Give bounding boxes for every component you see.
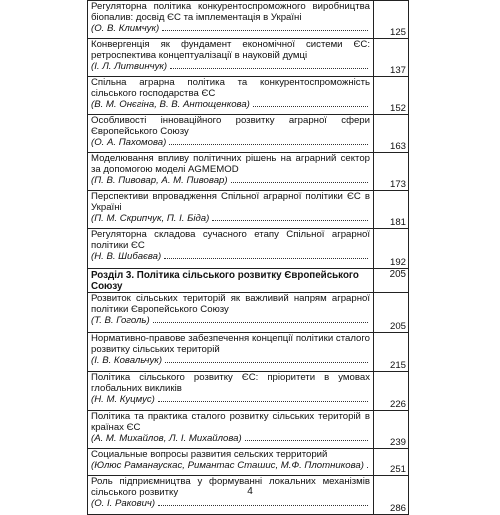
entry-authors-line [91, 315, 370, 326]
toc-entry [88, 39, 409, 77]
toc-entry [88, 411, 409, 449]
toc-entry [88, 449, 409, 476]
dot-leader [153, 322, 368, 323]
entry-authors-line [91, 394, 370, 405]
entry-authors: (О. В. Климчук) [91, 23, 160, 34]
entry-authors: (П. В. Пивовар, А. М. Пивовар) [91, 175, 228, 186]
entry-page: 181 [374, 191, 409, 229]
entry-authors: (Т. В. Гоголь) [91, 315, 150, 326]
dot-leader [164, 258, 368, 259]
entry-authors: (В. М. Онєгіна, В. В. Антощенкова) [91, 99, 250, 110]
entry-title: Социальные вопросы развития сельских территорий [91, 449, 328, 460]
toc-entry-text [88, 411, 374, 449]
entry-page: 286 [374, 476, 409, 515]
toc-entry [88, 229, 409, 269]
entry-authors: (І. Л. Литвинчук) [91, 61, 168, 72]
section-heading-row [88, 269, 409, 293]
dot-leader [165, 362, 368, 363]
entry-page: 163 [374, 115, 409, 153]
section-title: Розділ 3. Політика сільського розвитку Європейського Союзу [88, 269, 374, 293]
entry-authors-line [91, 175, 370, 186]
entry-authors-line [91, 61, 370, 72]
entry-authors-line [91, 99, 370, 110]
toc-entry-text [88, 191, 374, 229]
entry-title: Політика сільського розвитку ЄС: пріоритети в умовах глобальних викликів [91, 372, 370, 394]
entry-authors-line [91, 23, 370, 34]
entry-page: 192 [374, 229, 409, 269]
toc-entry [88, 77, 409, 115]
toc-entry [88, 191, 409, 229]
dot-leader [231, 182, 368, 183]
entry-authors: (О. І. Ракович) [91, 498, 156, 509]
entry-authors-line [91, 213, 370, 224]
entry-title: Регуляторна складова сучасного етапу Спільної аграрної політики ЄС [91, 229, 370, 251]
entry-title: Політика та практика сталого розвитку сільських територій в країнах ЄС [91, 411, 370, 433]
entry-title: Моделювання впливу політичних рішень на аграрний сектор за допомогою моделі AGMEMOD [91, 153, 370, 175]
dot-leader [169, 144, 368, 145]
entry-title: Розвиток сільських територій як важливий напрям аграрної політики Європейського Союзу [91, 293, 370, 315]
toc-entry-text [88, 333, 374, 372]
dot-leader [367, 467, 368, 468]
toc-entry [88, 293, 409, 333]
entry-title: Спільна аграрна політика та конкурентоспроможність сільського господарства ЄС [91, 77, 370, 99]
entry-page: 173 [374, 153, 409, 191]
dot-leader [253, 106, 368, 107]
toc-entry-text [88, 229, 374, 269]
toc-entry-text [88, 153, 374, 191]
entry-page: 226 [374, 372, 409, 411]
page-number: 4 [247, 486, 253, 497]
toc-entry-text [88, 293, 374, 333]
entry-authors: (Юлюс Раманаускас, Римантас Сташис, М.Ф. Плотникова) [91, 460, 364, 471]
entry-authors: (А. М. Михайлов, Л. І. Михайлова) [91, 433, 242, 444]
entry-authors: (Н. М. Куцмус) [91, 394, 155, 405]
dot-leader [170, 68, 368, 69]
entry-authors: (О. А. Пахомова) [91, 137, 167, 148]
table-of-contents [87, 0, 409, 515]
dot-leader [158, 505, 368, 506]
dot-leader [158, 401, 368, 402]
toc-entry-text [88, 115, 374, 153]
entry-authors-line [91, 355, 370, 366]
entry-page: 251 [374, 449, 409, 476]
toc-entry-text [88, 77, 374, 115]
toc-entry [88, 115, 409, 153]
entry-authors: (І. В. Ковальчук) [91, 355, 163, 366]
toc-entry-text [88, 372, 374, 411]
entry-page: 239 [374, 411, 409, 449]
toc-entry [88, 153, 409, 191]
entry-title: Регуляторна політика конкурентоспроможного виробництва біопалив: досвід ЄС та імплементація в Україні [91, 1, 370, 23]
toc-entry-text [88, 39, 374, 77]
entry-title: Роль підприємництва у формуванні локальних механізмів сільського розвитку [91, 476, 370, 498]
dot-leader [162, 30, 368, 31]
entry-authors: (П. М. Скрипчук, П. І. Біда) [91, 213, 210, 224]
toc-entry [88, 372, 409, 411]
toc-entry-text [88, 1, 374, 39]
entry-page: 215 [374, 333, 409, 372]
toc-entry-text [88, 449, 374, 476]
toc-entry [88, 333, 409, 372]
entry-title: Нормативно-правове забезпечення концепції політики сталого розвитку сільських територій [91, 333, 370, 355]
entry-title: Конвергенція як фундамент економічної системи ЄС: ретроспектива концептуалізації в науковій думці [91, 39, 370, 61]
entry-authors-line [91, 251, 370, 262]
entry-authors-line [91, 460, 370, 471]
entry-authors-line [91, 137, 370, 148]
dot-leader [245, 440, 368, 441]
toc-entry [88, 1, 409, 39]
entry-title: Перспективи впровадження Спільної аграрної політики ЄС в Україні [91, 191, 370, 213]
entry-page: 205 [374, 293, 409, 333]
entry-page: 152 [374, 77, 409, 115]
section-page: 205 [374, 269, 409, 293]
entry-title: Особливості інноваційного розвитку аграрної сфери Європейського Союзу [91, 115, 370, 137]
entry-authors: (Н. В. Шибаєва) [91, 251, 162, 262]
entry-page: 137 [374, 39, 409, 77]
entry-page: 125 [374, 1, 409, 39]
entry-authors-line [91, 433, 370, 444]
dot-leader [212, 220, 368, 221]
